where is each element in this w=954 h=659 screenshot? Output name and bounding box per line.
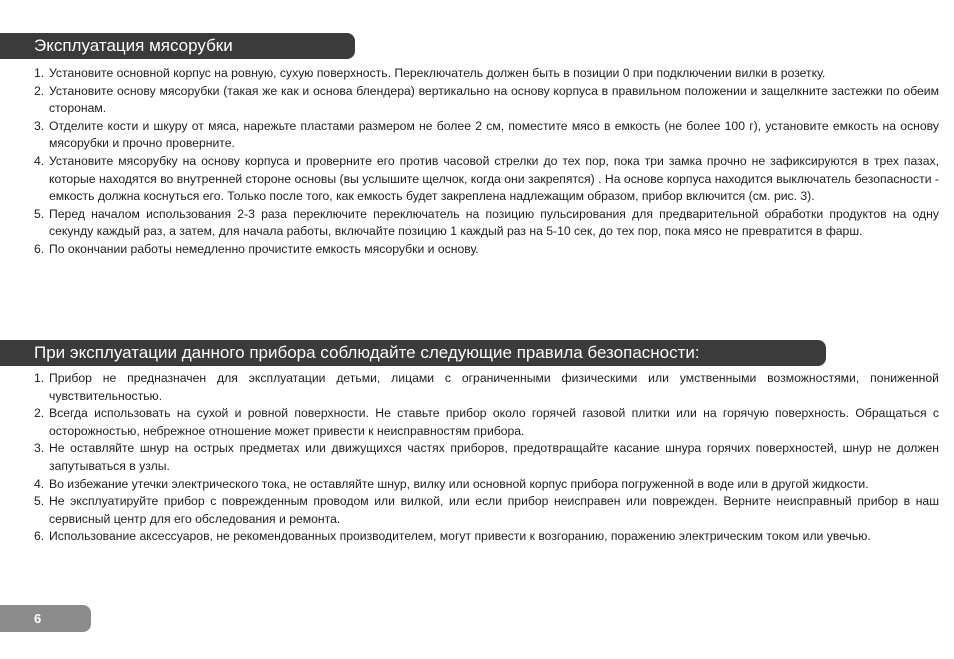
- item-number: 3.: [34, 118, 45, 133]
- list-item: [0, 118, 945, 153]
- item-number: 1.: [34, 66, 45, 80]
- list-item: [0, 405, 945, 440]
- item-number: 1.: [34, 371, 45, 385]
- list-item: [0, 65, 945, 83]
- item-text: Установите мясорубку на основу корпуса и проверните его против часовой стрелки до тех пор, пока три замка прочно не зафиксируются в трех пазах, которые находятся во внутренней стороне основы (вы услышите щелчок, когда они закрепятся) . На основе корпуса находится выключатель безопасности - емкость должна коснуться его. Только после того, как емкость будет закреплена надлежащим образом, прибор включится (см. рис. 3).: [49, 153, 939, 204]
- item-number: 6.: [34, 241, 45, 256]
- item-number: 4.: [34, 476, 45, 491]
- section-header-meat-grinder-operation: [0, 33, 355, 59]
- safety-rules-list: [0, 370, 945, 546]
- section-title: При эксплуатации данного прибора соблюдайте следующие правила безопасности:: [34, 343, 700, 362]
- list-item: [0, 476, 945, 494]
- item-text: Не эксплуатируйте прибор с поврежденным проводом или вилкой, или если прибор неисправен или поврежден. Верните неисправный прибор в наш сервисный центр для его обследования и ремонта.: [49, 494, 939, 526]
- item-text: По окончании работы немедленно прочистите емкость мясорубки и основу.: [49, 241, 479, 256]
- section-title: Эксплуатация мясорубки: [34, 36, 233, 55]
- section-header-safety-rules: [0, 340, 826, 366]
- list-item: [0, 528, 945, 546]
- item-number: 6.: [34, 529, 45, 544]
- item-text: Не оставляйте шнур на острых предметах или движущихся частях приборов, предотвращайте касание шнура горячих поверхностей, шнур не должен запутываться в узлы.: [49, 441, 939, 473]
- item-text: Использование аксессуаров, не рекомендованных производителем, могут привести к возгоранию, поражению электрическим током или увечью.: [49, 529, 871, 544]
- item-number: 4.: [34, 153, 45, 168]
- item-text: Во избежание утечки электрического тока, не оставляйте шнур, вилку или основной корпус прибора погруженной в воде или в другой жидкости.: [49, 476, 869, 491]
- list-item: [0, 370, 945, 405]
- page-number-tab: [0, 605, 91, 632]
- item-text: Установите основной корпус на ровную, сухую поверхность. Переключатель должен быть в позиции 0 при подключении вилки в розетку.: [49, 66, 826, 80]
- item-text: Отделите кости и шкуру от мяса, нарежьте пластами размером не более 2 см, поместите мясо в емкость (не более 100 г), установите емкость на основу мясорубки и прочно проверните.: [49, 118, 939, 151]
- item-number: 2.: [34, 406, 45, 421]
- item-number: 2.: [34, 83, 45, 98]
- list-item: [0, 440, 945, 475]
- item-number: 5.: [34, 206, 45, 221]
- item-text: Установите основу мясорубки (такая же как и основа блендера) вертикально на основу корпуса в правильном положении и защелкните застежки по обеим сторонам.: [49, 83, 939, 116]
- item-text: Всегда использовать на сухой и ровной поверхности. Не ставьте прибор около горячей газовой плитки или на горячую поверхность. Обращаться с осторожностью, небрежное отношение может привести к неисправностям прибора.: [49, 406, 939, 438]
- page-number: 6: [34, 611, 42, 626]
- item-text: Прибор не предназначен для эксплуатации детьми, лицами с ограниченными физическими или умственными возможностями, пониженной чувствительностью.: [49, 371, 939, 403]
- list-item: [0, 493, 945, 528]
- item-number: 5.: [34, 494, 45, 509]
- list-item: [0, 153, 945, 206]
- list-item: [0, 241, 945, 259]
- item-number: 3.: [34, 441, 45, 456]
- list-item: [0, 83, 945, 118]
- list-item: [0, 206, 945, 241]
- item-text: Перед началом использования 2-3 раза переключите переключатель на позицию пульсирования для предварительной обработки продуктов на одну секунду каждый раз, а затем, для начала работы, включайте позицию 1 каждый раз на 5-10 сек, до тех пор, пока мясо не превратится в фарш.: [49, 206, 939, 239]
- operation-steps-list: [0, 65, 945, 259]
